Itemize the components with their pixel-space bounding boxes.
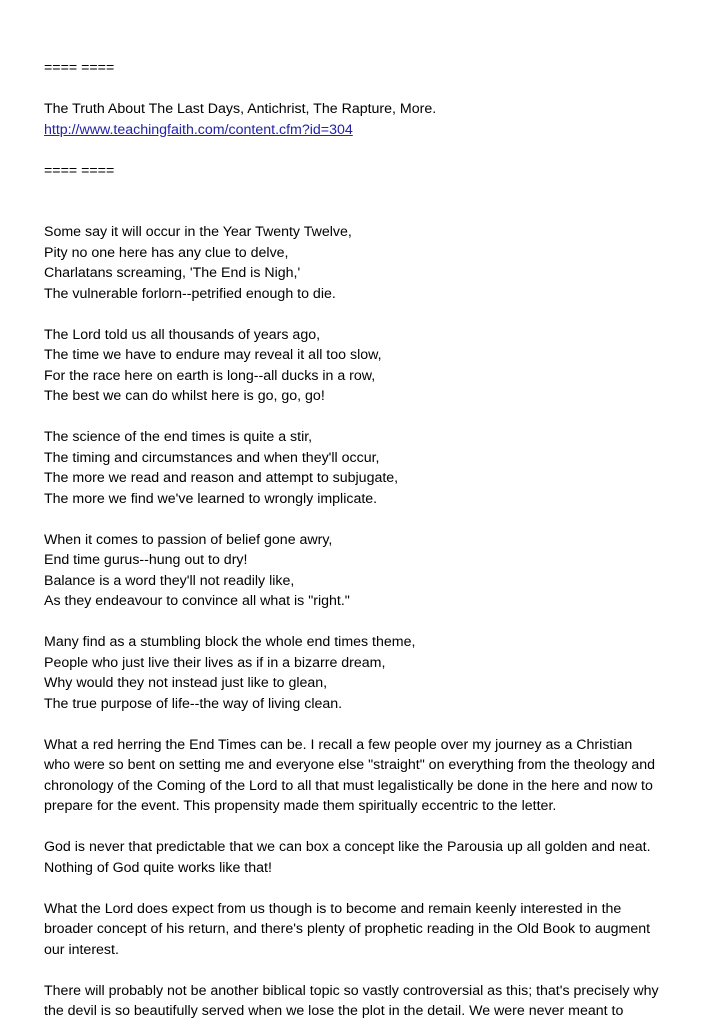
poem-line: People who just live their lives as if in a bizarre dream, bbox=[44, 654, 386, 671]
paragraph-line: What the Lord does expect from us though is to become and remain keenly interested in the bbox=[44, 900, 622, 917]
separator-top: ==== ==== bbox=[44, 60, 115, 76]
stanza bbox=[44, 325, 694, 407]
poem-line: Balance is a word they'll not readily like, bbox=[44, 572, 295, 589]
paragraph-line: chronology of the Coming of the Lord to all that must legalistically be done in the here and now to bbox=[44, 777, 653, 794]
poem-line: End time gurus--hung out to dry! bbox=[44, 552, 248, 568]
poem-line: The science of the end times is quite a stir, bbox=[44, 429, 313, 445]
stanza bbox=[44, 427, 694, 509]
separator-bottom: ==== ==== bbox=[44, 162, 115, 179]
poem-line: For the race here on earth is long--all ducks in a row, bbox=[44, 367, 376, 384]
paragraph-line: prepare for the event. This propensity made them spiritually eccentric to the letter. bbox=[44, 798, 557, 814]
paragraph-line: the devil is so beautifully served when we lose the plot in the detail. We were never meant to bbox=[44, 1003, 624, 1019]
paragraph-line: broader concept of his return, and there's plenty of prophetic reading in the Old Book to augment bbox=[44, 921, 651, 937]
poem-line: The true purpose of life--the way of living clean. bbox=[44, 695, 343, 712]
paragraph bbox=[44, 899, 694, 961]
article-title: The Truth About The Last Days, Antichrist, The Rapture, More. bbox=[44, 101, 437, 117]
poem-line: Charlatans screaming, 'The End is Nigh,' bbox=[44, 265, 301, 281]
paragraph bbox=[44, 735, 694, 817]
poem-line: Some say it will occur in the Year Twenty Twelve, bbox=[44, 224, 352, 240]
poem-line: The time we have to endure may reveal it all too slow, bbox=[44, 347, 382, 363]
poem-line: Pity no one here has any clue to delve, bbox=[44, 244, 289, 261]
paragraph-line: our interest. bbox=[44, 941, 119, 958]
poem-line: The vulnerable forlorn--petrified enough to die. bbox=[44, 285, 336, 302]
poem-line: As they endeavour to convince all what is "right." bbox=[44, 593, 350, 609]
stanza bbox=[44, 632, 694, 714]
paragraph-line: who were so bent on setting me and everyone else "straight" on everything from the theology and bbox=[44, 757, 656, 773]
poem-line: Why would they not instead just like to glean, bbox=[44, 675, 328, 691]
poem-line: The more we find we've learned to wrongly implicate. bbox=[44, 490, 378, 507]
paragraph-line: There will probably not be another biblical topic so vastly controversial as this; that's precisely why bbox=[44, 982, 659, 999]
paragraph-line: Nothing of God quite works like that! bbox=[44, 859, 272, 876]
article-url-link[interactable]: http://www.teachingfaith.com/content.cfm?id=304 bbox=[44, 121, 353, 138]
poem-line: Many find as a stumbling block the whole end times theme, bbox=[44, 634, 416, 650]
stanza bbox=[44, 222, 694, 304]
poem-line: When it comes to passion of belief gone awry, bbox=[44, 531, 333, 548]
paragraph bbox=[44, 837, 694, 878]
paragraph-line: What a red herring the End Times can be. I recall a few people over my journey as a Christian bbox=[44, 736, 633, 753]
paragraph bbox=[44, 981, 694, 1022]
poem-line: The more we read and reason and attempt to subjugate, bbox=[44, 470, 399, 486]
poem-line: The Lord told us all thousands of years ago, bbox=[44, 326, 321, 343]
poem-line: The timing and circumstances and when they'll occur, bbox=[44, 449, 380, 466]
paragraph-line: God is never that predictable that we can box a concept like the Parousia up all golden and neat. bbox=[44, 839, 651, 855]
document-page bbox=[44, 58, 694, 1022]
poem-line: The best we can do whilst here is go, go, go! bbox=[44, 388, 325, 404]
stanza bbox=[44, 530, 694, 612]
